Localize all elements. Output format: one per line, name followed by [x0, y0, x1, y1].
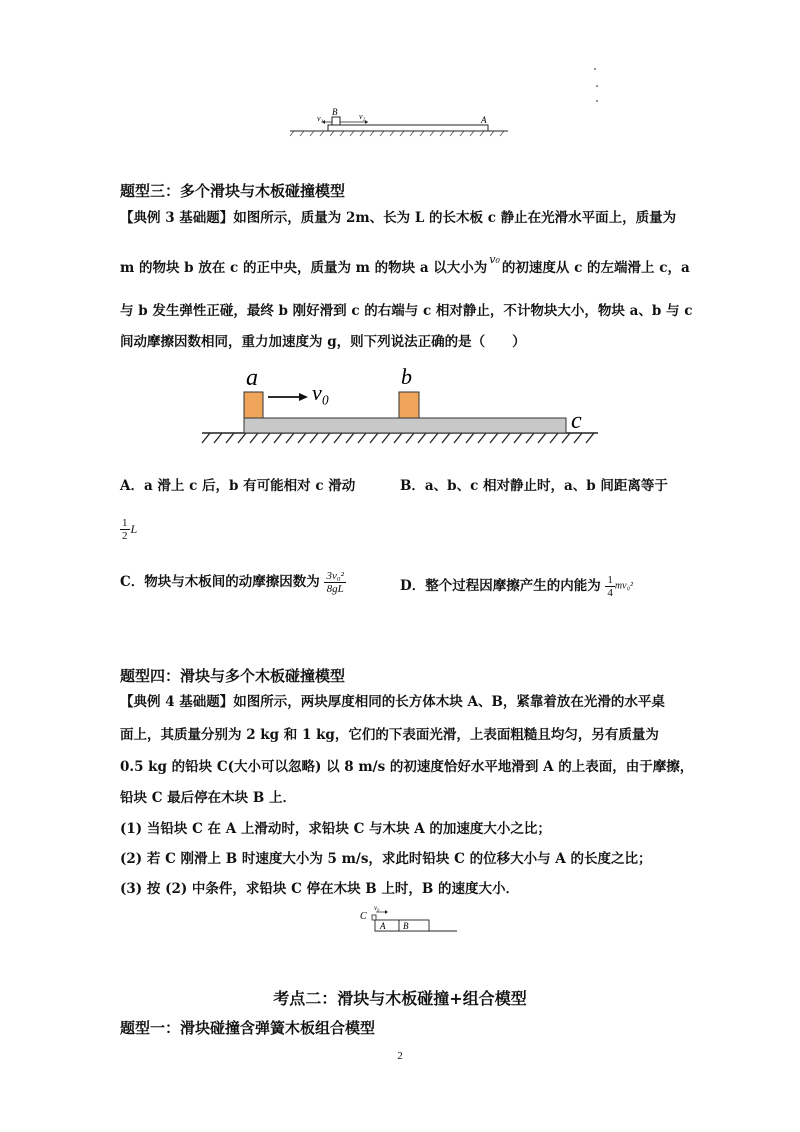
question-2: (2) 若 C 刚滑上 B 时速度大小为 5 m/s，求此时铅块 C 的位移大小与 A 的长度之比； [120, 851, 652, 867]
example3-v0: v₀ [489, 253, 500, 266]
page-number: 2 [397, 1050, 403, 1062]
scan-dot [596, 85, 598, 87]
label-v0: v₀ [312, 380, 330, 405]
example4-line1: 【典例 4 基础题】如图所示，两块厚度相同的长方体木块 A、B，紧靠着放在光滑的水平桌 [120, 694, 665, 710]
board-a [375, 920, 399, 931]
option-b-fraction [120, 517, 137, 542]
block-a [244, 392, 263, 418]
label-c: c [571, 408, 582, 434]
frac-l: L [130, 522, 138, 537]
figure-block-board-top [288, 106, 513, 138]
option-d-num: 1 [607, 574, 613, 586]
option-a: A．a 滑上 c 后，b 有可能相对 c 滑动 [120, 478, 356, 494]
option-c-fraction [324, 570, 346, 595]
example4-line3: 0.5 kg 的铅块 C(大小可以忽略) 以 8 m/s 的初速度恰好水平地滑到 A 的上表面，由于摩擦， [120, 759, 694, 775]
example3-line2 [120, 253, 690, 276]
figure-blocks-cab [355, 902, 460, 936]
scan-dot [596, 100, 598, 102]
label-c: C [360, 911, 367, 922]
section3-title: 题型三：多个滑块与木板碰撞模型 [120, 182, 346, 200]
example3-line3: 与 b 发生弹性正碰，最终 b 刚好滑到 c 的右端与 c 相对静止，不计物块大小，物块 a、b 与 c [120, 303, 693, 319]
option-d-expr: mv₀² [614, 580, 634, 592]
figure-blocks-abc [200, 360, 600, 450]
example3-line4: 间动摩擦因数相同，重力加速度为 g，则下列说法正确的是（ ） [120, 334, 526, 350]
label-b: b [401, 364, 412, 389]
block-b [332, 117, 340, 125]
option-d-den: 4 [607, 587, 613, 600]
block-c [372, 915, 376, 920]
label-v1: v₁ [317, 114, 324, 123]
label-a: a [246, 365, 258, 391]
example3-line1: 【典例 3 基础题】如图所示，质量为 2m、长为 L 的长木板 c 静止在光滑水平面上，质量为 [120, 210, 677, 226]
option-d [400, 574, 633, 599]
section4-title: 题型四：滑块与多个木板碰撞模型 [120, 667, 346, 685]
example3-line2-a: m 的物块 b 放在 c 的正中央，质量为 m 的物块 a 以大小为 [120, 260, 488, 276]
board-c [244, 418, 566, 433]
label-a: A [380, 921, 386, 931]
kaodian2-title: 考点二：滑块与木板碰撞+组合模型 [273, 989, 527, 1008]
label-b: B [403, 921, 409, 931]
frac-half [120, 517, 130, 542]
label-v2: v₂ [359, 112, 366, 121]
frac-half-den: 2 [122, 530, 128, 543]
block-b [399, 392, 419, 418]
board-a [328, 125, 488, 131]
question-3: (3) 按 (2) 中条件，求铅块 C 停在木块 B 上时，B 的速度大小． [120, 881, 520, 897]
section5-title: 题型一：滑块碰撞含弹簧木板组合模型 [120, 1019, 376, 1037]
option-d-fraction [605, 574, 615, 599]
option-d-text: D．整个过程因摩擦产生的内能为 [400, 577, 601, 594]
frac-half-num: 1 [122, 517, 128, 529]
example3-line2-b: 的初速度从 c 的左端滑上 c，a [501, 260, 690, 276]
option-b: B．a、b、c 相对静止时，a、b 间距离等于 [400, 478, 668, 494]
scan-dot [594, 68, 596, 70]
question-1: (1) 当铅块 C 在 A 上滑动时，求铅块 C 与木块 A 的加速度大小之比； [120, 821, 551, 837]
option-c [120, 570, 346, 595]
option-c-den: 8gL [326, 583, 344, 596]
label-b: B [332, 107, 338, 117]
option-c-text: C．物块与木板间的动摩擦因数为 [120, 573, 320, 590]
label-v0: v₀ [374, 904, 380, 912]
label-a: A [481, 115, 487, 125]
example4-line2: 面上，其质量分别为 2 kg 和 1 kg，它们的下表面光滑，上表面粗糙且均匀，另有质量为 [120, 727, 659, 743]
example4-line4: 铅块 C 最后停在木块 B 上． [120, 790, 296, 806]
option-c-num: 3v₀² [326, 570, 344, 582]
